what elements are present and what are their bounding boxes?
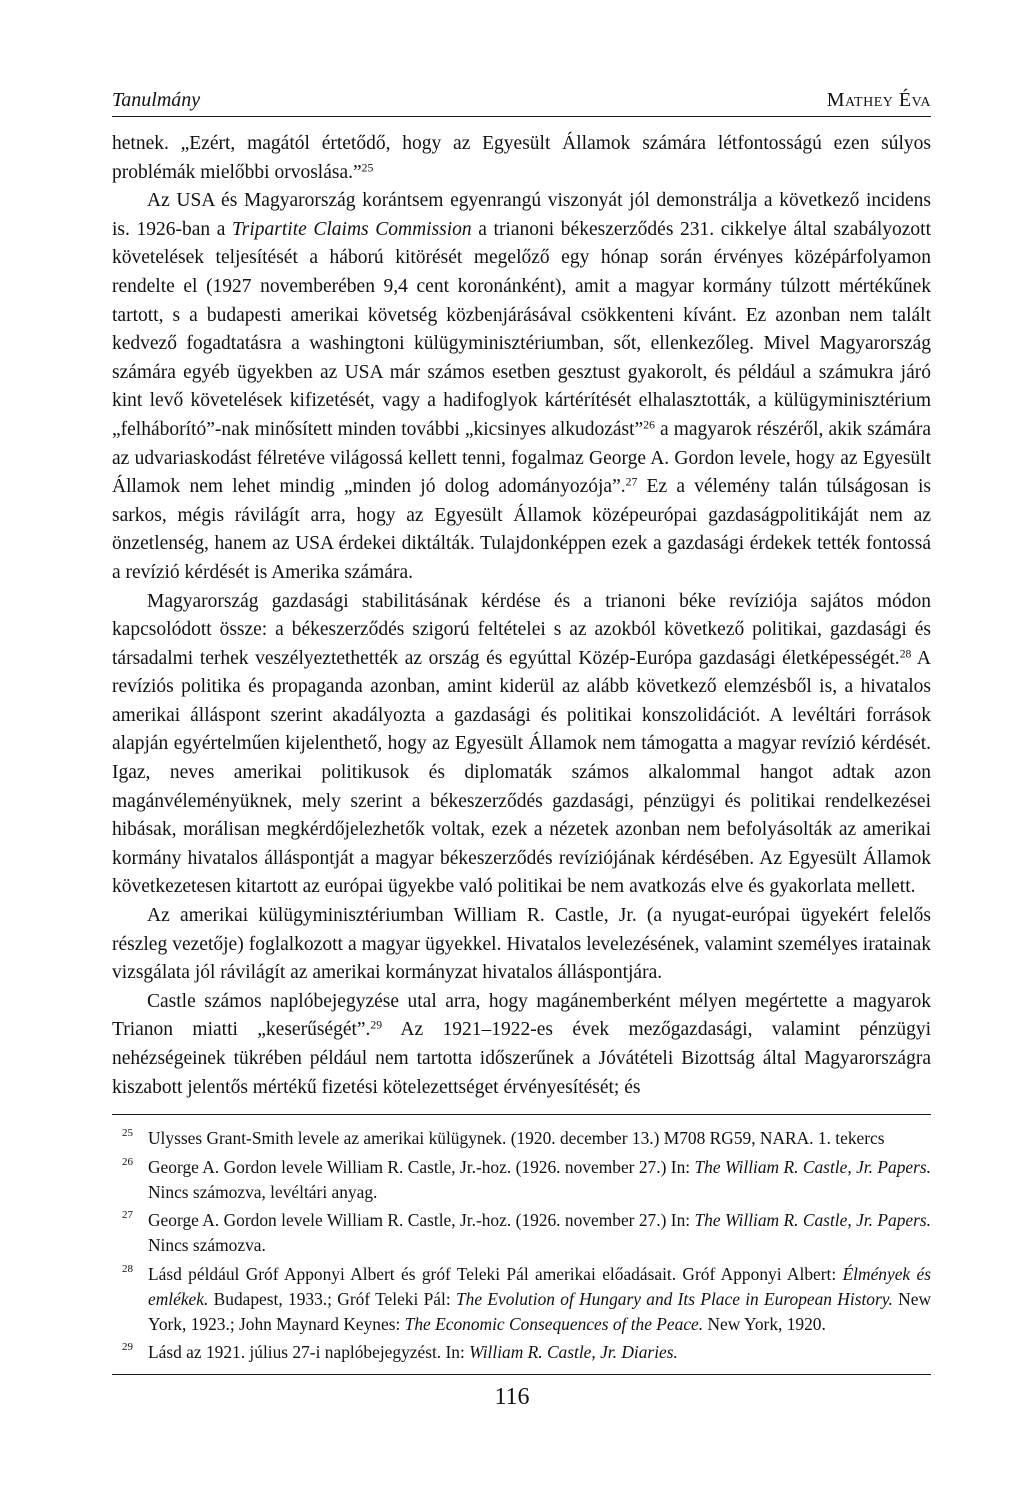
running-header (112, 86, 931, 117)
italic-title: The Evolution of Hungary and Its Place in European History. (455, 1288, 893, 1309)
italic-title: The William R. Castle, Jr. Papers. (694, 1156, 931, 1177)
italic-title: The William R. Castle, Jr. Papers. (694, 1210, 931, 1231)
paragraph (112, 130, 931, 187)
footnote-text: Ulysses Grant-Smith levele az amerikai külügynek. (1920. december 13.) M708 RG59, NARA. 1. tekercs (148, 1128, 885, 1148)
text-run: Magyarország gazdasági stabilitásának kérdése és a trianoni béke revíziója sajátos módon kapcsolódott össze: a békeszerződés szigorú feltételei s az azokból következő politikai, gazdasági és társadalmi terhek veszélyeztethették az ország és egyúttal Közép-Európa gazdasági életképességét. (112, 590, 931, 669)
footnote-text: Lásd az 1921. július 27-i naplóbejegyzést. In: (148, 1342, 470, 1363)
footnotes (112, 1126, 931, 1369)
text-run: Az 1921–1922-es évek mezőgazdasági, valamint pénzügyi nehézségeinek tükrében például nem tartotta időszerűnek a Jóvátételi Bizottság által Magyarországra kiszabott jelentős mértékű fizetési kötelezettséget érvényesítését; és (112, 1019, 931, 1098)
footnote-number: 28 (122, 1262, 133, 1275)
paragraph (112, 902, 931, 988)
italic-title: The Economic Consequences of the Peace. (404, 1313, 704, 1334)
footnote-text: Lásd például Gróf Apponyi Albert és gróf Teleki Pál amerikai előadásait. Gróf Apponyi Albert: (148, 1263, 843, 1284)
bottom-divider (112, 1374, 931, 1375)
footnote-text: George A. Gordon levele William R. Castle, Jr.-hoz. (1926. november 27.) In: (148, 1210, 695, 1231)
footnote-number: 26 (122, 1155, 133, 1168)
footnote-text: Nincs számozva. (148, 1235, 266, 1256)
footnote-number: 25 (122, 1127, 133, 1139)
text-run: Az amerikai külügyminisztériumban William R. Castle, Jr. (a nyugat-európai ügyekért felelős részleg vezetője) foglalkozott a magyar ügyekkel. Hivatalos levelezésének, valamint személyes iratainak vizsgálata jól rávilágít az amerikai kormányzat hivatalos álláspontjára. (112, 905, 931, 984)
footnote-26 (112, 1155, 931, 1205)
text-run: Castle számos naplóbejegyzése utal arra, hogy magánemberként mélyen megértette a magyarok Trianon miatti „keserűségét”. (112, 990, 931, 1041)
footnote-text: New York, 1920. (703, 1313, 826, 1334)
footnote-text: George A. Gordon levele William R. Castle, Jr.-hoz. (1926. november 27.) In: (148, 1156, 695, 1177)
footnote-text: Budapest, 1933.; Gróf Teleki Pál: (208, 1288, 456, 1309)
footnote-number: 27 (122, 1209, 133, 1222)
text-run: a magyarok részéről, akik számára az udvariaskodást félretéve világossá kellett tenni, fogalmaz George A. Gordon levele, hogy az Egyesült Államok nem lehet mindig „minden jó dolog adományozója”. (112, 418, 932, 498)
page-number: 116 (494, 1384, 530, 1410)
footnote-ref: 29 (370, 1018, 383, 1032)
text-run: hetnek. „Ezért, magától értetődő, hogy az Egyesült Államok számára létfontosságú ezen súlyos problémák mielőbbi orvoslása.” (112, 133, 931, 183)
body-text (112, 130, 931, 1102)
footnote-ref: 25 (361, 161, 374, 175)
italic-title: William R. Castle, Jr. Diaries. (469, 1342, 678, 1363)
footnote-ref: 26 (643, 418, 655, 432)
text-run: a trianoni békeszerződés 231. cikkelye által szabályozott követelések teljesítését a háború kitörését megelőző egy hónap során érvényes középárfolyamon rendelte el (1927 novemberében 9,4 cent koronánként), amit a magyar kormány túlzott mértékűnek tartott, s a budapesti amerikai követség közbenjárásával csökkenteni kívánt. Ez azonban nem talált kedvező fogadtatásra a washingtoni külügyminisztériumban, sőt, ellenkezőleg. Mivel Magyarország számára egyéb ügyekben az USA már számos esetben gesztust gyakorolt, és például a számukra járó kint levő követelések kifizetését, vagy a hadifoglyok kártérítését elhalasztották, a külügyminisztérium „felháborító”-nak minősített minden további „kicsinyes alkudozást” (112, 218, 932, 440)
text-run: Az USA és Magyarország korántsem egyenrangú viszonyát jól demonstrálja a következő incidens is. 1926-ban a (112, 190, 931, 240)
text-run: A revíziós politika és propaganda azonban, amint kiderül az alább következő elemzésből is, a hivatalos amerikai álláspont szerint akadályozta a gazdasági és politikai konszolidációt. A levéltári források alapján egyértelműen kijelenthető, hogy az Egyesült Államok nem támogatta a magyar revízió kérdését. Igaz, neves amerikai politikusok és diplomaták számos alkalommal hangot adtak azon magánvéleményüknek, mely szerint a békeszerződés gazdasági, pénzügyi és politikai rendelkezései hibásak, morálisan megkérdőjelezhetők voltak, ezek a nézetek azonban nem befolyásolták az amerikai kormány hivatalos álláspontját a magyar békeszerződés revíziójának kérdésében. Az Egyesült Államok következetesen kitartott az európai ügyekbe való politikai be nem avatkozás elve és gyakorlata mellett. (112, 647, 931, 898)
footnote-27 (112, 1208, 931, 1258)
paragraph (112, 588, 931, 903)
paragraph (112, 187, 931, 587)
footnote-29 (112, 1340, 931, 1365)
paragraph (112, 988, 931, 1102)
footnote-number: 29 (122, 1341, 133, 1354)
footnote-28 (112, 1262, 931, 1336)
text-run: Ez a vélemény talán túlságosan is sarkos, mégis rávilágít arra, hogy az Egyesült Államok középeurópai gazdaságpolitikáját nem az önzetlenség, hanem az USA érdekei diktálták. Tulajdonképpen ezek a gazdasági érdekek tették fontossá a revízió kérdését is Amerika számára. (112, 476, 932, 583)
footnote-text: Nincs számozva, levéltári anyag. (148, 1181, 378, 1202)
italic-title: Élmények és emlékek. (148, 1263, 931, 1309)
footnote-ref: 27 (625, 475, 638, 489)
italic-title: Tripartite Claims Commission (232, 218, 472, 240)
section-label: Tanulmány (112, 89, 201, 111)
footnote-divider (112, 1114, 931, 1115)
footnote-25 (112, 1126, 931, 1151)
footnote-ref: 28 (899, 647, 912, 661)
author-name: Mathey Éva (826, 89, 931, 111)
footnote-text: New York, 1923.; John Maynard Keynes: (148, 1288, 931, 1334)
